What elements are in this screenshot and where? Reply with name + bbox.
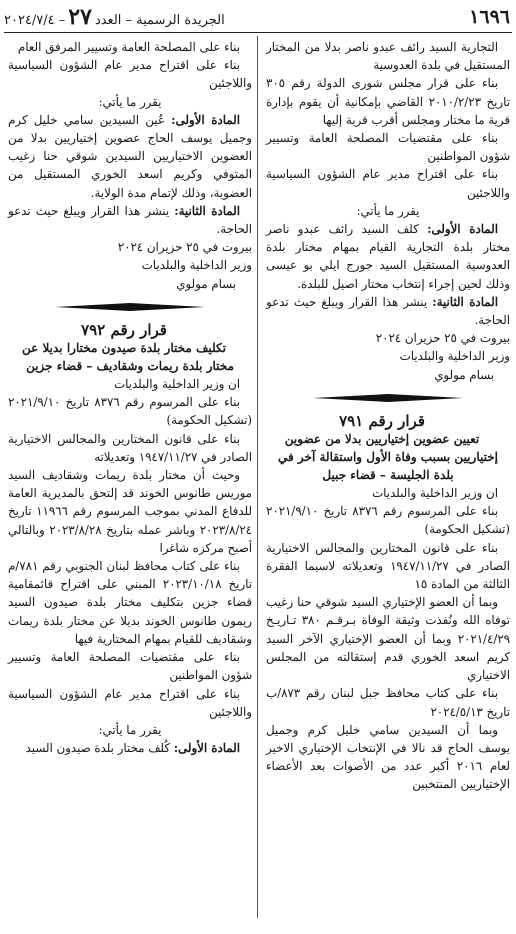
left-column <box>8 38 252 757</box>
issue-number: ٢٧ <box>68 4 92 30</box>
decision-title: تكليف مختار بلدة صيدون مختارا بديلا عن مختار بلدة ريمات وشقاديف – قضاء جزين <box>22 341 234 374</box>
paragraph: بناء على المرسوم رقم ٨٣٧٦ تاريخ ٢٠٢١/٩/١٠ (تشكيل الحكومة) <box>266 504 510 537</box>
right-column <box>266 38 510 794</box>
issue-date: – ٢٠٢٤/٧/٤ <box>4 13 66 28</box>
article-label: المادة الأولى: <box>171 112 240 127</box>
decision-number: قرار رقم ٧٩١ <box>339 411 425 430</box>
article-text: كلف السيد رائف عبدو ناصر مختار بلدة التجارية القيام بمهام مختار بلدة العدوسية المستقيل السيد جورج ايلي بو عيسى وذلك لحين إجراء إنتخاب مختار اصيل للبلدة. <box>266 222 510 291</box>
paragraph: بناء على المصلحة العامة وتسيير المرفق العام <box>17 40 240 54</box>
page-header <box>4 4 512 32</box>
decides-heading: يقرر ما يأتي: <box>98 722 162 737</box>
running-header <box>4 4 225 30</box>
section-divider <box>266 392 510 404</box>
gazette-name: الجريدة الرسمية – العدد <box>94 13 225 28</box>
signature-block <box>8 238 252 293</box>
article-1 <box>8 739 252 757</box>
article-2 <box>8 202 252 238</box>
article-text: ينشر هذا القرار ويبلغ حيث تدعو الحاجة. <box>266 294 510 328</box>
article-text: ينشر هذا القرار ويبلغ حيث تدعو الحاجة. <box>8 203 252 237</box>
paragraph: بناء على قانون المختارين والمجالس الاختيارية الصادر في ١٩٤٧/١١/٢٧ وتعديلاته لاسيما الفقرة الثالثة من المادة ١٥ <box>266 540 510 592</box>
section-divider <box>8 301 252 313</box>
article-label: المادة الأولى: <box>173 741 240 756</box>
page-number: ١٦٩٦ <box>469 6 510 28</box>
paragraph: بناء على قانون المختارين والمجالس الاختيارية الصادر في ١٩٤٧/١١/٢٧ وتعديلاته <box>8 431 252 464</box>
article-1 <box>8 111 252 202</box>
signature-name: بسام مولوي <box>434 367 494 382</box>
signature-date: بيروت في ٢٥ حزيران ٢٠٢٤ <box>375 331 510 346</box>
paragraph: بناء على المرسوم رقم ٨٣٧٦ تاريخ ٢٠٢١/٩/١٠ (تشكيل الحكومة) <box>8 395 252 428</box>
article-2 <box>266 293 510 329</box>
column-divider <box>257 36 258 918</box>
paragraph: ان وزير الداخلية والبلديات <box>371 486 498 501</box>
article-1 <box>266 220 510 293</box>
decision-number: قرار رقم ٧٩٢ <box>81 320 167 339</box>
signature-date: بيروت في ٢٥ حزيران ٢٠٢٤ <box>117 240 252 255</box>
header-rule <box>4 32 512 33</box>
signature-title: وزير الداخلية والبلديات <box>141 258 252 273</box>
article-label: المادة الثانية: <box>432 294 498 309</box>
article-label: المادة الأولى: <box>427 222 499 237</box>
paragraph: بناء على اقتراح مدير عام الشؤون السياسية واللاجئين <box>8 686 252 719</box>
article-text: عُين السيدين سامي خليل كرم وجميل يوسف الحاج عضوين إختياريين بدلا من العضوين الاختياريين السيدين شوقي حنا زغيب المتوفي وكريم اسعد الخوري المستقيل من العضوية، وذلك لإتمام مدة الولاية. <box>8 112 252 200</box>
article-label: المادة الثانية: <box>174 203 240 218</box>
paragraph: وبما أن السيدين سامي خليل كرم وجميل يوسف الحاج قد نالا في الإنتخاب الإختياري الاخير لعام ٢٠١٦ أكبر عدد من الأصوات بعد الأعضاء الإختياريين المنتخبين <box>266 722 511 792</box>
paragraph: وبما أن العضو الإختياري السيد شوقي حنا زغيب توفاه الله ونُفذت وثيقة الوفاة بـرقـم ٣٨٠ تـاريـخ ٢٠٢١/٤/٢٩ وبما أن العضو الإختياري الآخر السيد كريم اسعد الخوري قدم إستقالته من المجلس الاختياري <box>266 595 511 683</box>
paragraph: بناء على قرار مجلس شورى الدولة رقم ٣٠٥ تاريخ ٢٠١٠/٢/٢٣ القاضي بإمكانية أن يقوم بإدارة قرية ما مختار ومجلس أقرب قرية إليها <box>266 76 510 127</box>
paragraph: وحيث أن مختار بلدة ريمات وشقاديف السيد موريس طانوس الخوند قد إلتحق بالمديرية العامة للدفاع المدني بموجب المرسوم رقم ١١٩٦٦ تاريخ ٢٠٢٣/٨/٢٤ وباشر عمله بتاريخ ٢٠٢٣/٨/٢٨ وبالتالي أصبح مركزه شاغرا <box>8 468 253 555</box>
signature-name: بسام مولوي <box>176 276 236 291</box>
decides-heading: يقرر ما يأتي: <box>98 94 162 109</box>
signature-block <box>266 329 510 384</box>
paragraph: بناء على مقتضيات المصلحة العامة وتسيير شؤون المواطنين <box>266 131 510 164</box>
paragraph: بناء على كتاب محافظ لبنان الجنوبي رقم ٧٨١/م تاريخ ٢٠٢٣/١٠/١٨ المبني على اقتراح قائمقامية قضاء جزين بتكليف مختار بلدة صيدون السيد ريمون طانوس الخوند بديلا عن مختار بلدة ريمات وشقاديف للقيام بمهام المختارية فيها <box>8 559 252 646</box>
paragraph: ان وزير الداخلية والبلديات <box>113 377 240 392</box>
article-text: كُلف مختار بلدة صيدون السيد <box>25 741 174 756</box>
decides-heading: يقرر ما يأتي: <box>356 203 420 218</box>
paragraph: بناء على اقتراح مدير عام الشؤون السياسية واللاجئين <box>8 58 252 91</box>
paragraph: التجارية السيد رائف عبدو ناصر بدلا من المختار المستقيل في بلدة العدوسية <box>266 40 510 73</box>
paragraph: بناء على اقتراح مدير عام الشؤون السياسية واللاجئين <box>266 167 510 200</box>
paragraph: بناء على مقتضيات المصلحة العامة وتسيير شؤون المواطنين <box>8 650 252 683</box>
decision-title: تعيين عضوين إختياريين بدلا من عضوين إختياريين بسبب وفاة الأول واستقالة آخر في بلدة الجليسة – قضاء جبيل <box>278 432 498 483</box>
paragraph: بناء على كتاب محافظ جبل لبنان رقم ٨٧٣/ب تاريخ ٢٠٢٤/٥/١٣ <box>266 686 510 719</box>
signature-title: وزير الداخلية والبلديات <box>399 349 510 364</box>
